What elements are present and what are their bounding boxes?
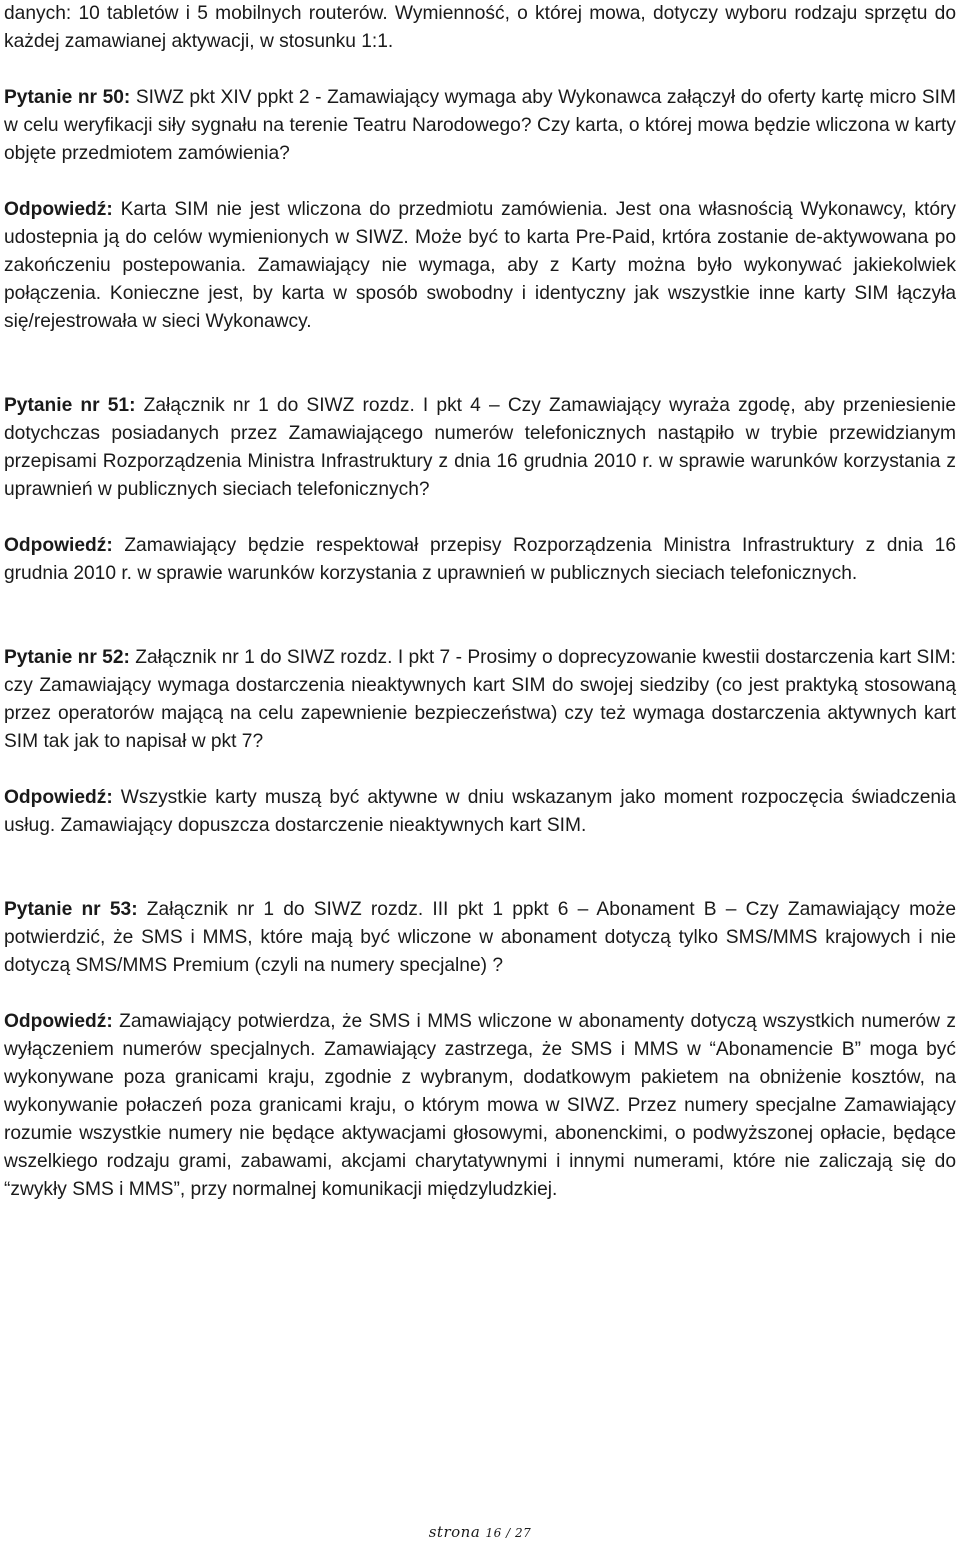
- intro-paragraph: danych: 10 tabletów i 5 mobilnych routerów. Wymienność, o której mowa, dotyczy wyboru rodzaju sprzętu do każdej zamawianej aktywacji, w stosunku 1:1.: [4, 3, 956, 52]
- answer-label: Odpowiedź:: [4, 535, 113, 556]
- question-text: Załącznik nr 1 do SIWZ rozdz. I pkt 7 - Prosimy o doprecyzowanie kwestii dostarczenia kart SIM: czy Zamawiający wymaga dostarczenia nieaktywnych kart SIM do swojej siedziby (co jest praktyką stosowaną przez operatorów mającą na celu zapewnienie bezpieczeństwa) czy też wymaga dostarczenia aktywnych kart SIM tak jak to napisał w pkt 7?: [4, 647, 956, 752]
- answer-50: [4, 196, 956, 336]
- document-page: [4, 0, 956, 1204]
- page-number: 16 / 27: [485, 1526, 532, 1540]
- question-text: Załącznik nr 1 do SIWZ rozdz. III pkt 1 ppkt 6 – Abonament B – Czy Zamawiający może potwierdzić, że SMS i MMS, które mają być wliczone w abonament dotyczą tylko SMS/MMS krajowych i nie dotyczą SMS/MMS Premium (czyli na numery specjalne) ?: [4, 899, 956, 976]
- question-53: [4, 896, 956, 980]
- question-text: SIWZ pkt XIV ppkt 2 - Zamawiający wymaga aby Wykonawca załączył do oferty kartę micro SIM w celu weryfikacji siły sygnału na terenie Teatru Narodowego? Czy karta, o której mowa będzie wliczona w karty objęte przedmiotem zamówienia?: [4, 87, 957, 164]
- question-50: [4, 84, 956, 168]
- answer-53: [4, 1008, 956, 1204]
- page-footer: [0, 1523, 960, 1542]
- question-text: Załącznik nr 1 do SIWZ rozdz. I pkt 4 – Czy Zamawiający wyraża zgodę, aby przeniesienie dotychczas posiadanych przez Zamawiającego numerów telefonicznych nastąpiło w trybie przewidzianym przepisami Rozporządzenia Ministra Infrastruktury z dnia 16 grudnia 2010 r. w sprawie warunków korzystania z uprawnień w publicznych sieciach telefonicznych?: [4, 395, 956, 500]
- answer-text: Wszystkie karty muszą być aktywne w dniu wskazanym jako moment rozpoczęcia świadczenia usług. Zamawiający dopuszcza dostarczenie nieaktywnych kart SIM.: [4, 787, 956, 836]
- question-label: Pytanie nr 51:: [4, 395, 136, 416]
- question-label: Pytanie nr 50:: [4, 87, 131, 108]
- answer-label: Odpowiedź:: [4, 787, 113, 808]
- question-label: Pytanie nr 52:: [4, 647, 130, 668]
- answer-52: [4, 784, 956, 840]
- question-52: [4, 644, 956, 756]
- answer-label: Odpowiedź:: [4, 1011, 113, 1032]
- answer-51: [4, 532, 956, 588]
- question-label: Pytanie nr 53:: [4, 899, 138, 920]
- footer-label: strona: [428, 1523, 481, 1541]
- answer-label: Odpowiedź:: [4, 199, 113, 220]
- question-51: [4, 392, 956, 504]
- answer-text: Karta SIM nie jest wliczona do przedmiotu zamówienia. Jest ona własnością Wykonawcy, który udostepnia ją do celów wymienionych w SIWZ. Może być to karta Pre-Paid, krtóra zostanie de-aktywowana po zakończeniu postepowania. Zamawiający nie wymaga, aby z Karty można było wykonywać jakiekolwiek połączenia. Konieczne jest, by karta w sposób swobodny i identyczny jak wszystkie inne karty SIM łączyła się/rejestrowała w sieci Wykonawcy.: [4, 199, 956, 332]
- answer-text: Zamawiający potwierdza, że SMS i MMS wliczone w abonamenty dotyczą wszystkich numerów z wyłączeniem numerów specjalnych. Zamawiający zastrzega, że SMS i MMS w “Abonamencie B” moga być wykonywane poza granicami kraju, zgodnie z wybranym, dodatkowym pakietem na obniżenie kosztów, na wykonywanie połaczeń poza granicami kraju, o którym mowa w SIWZ. Przez numery specjalne Zamawiający rozumie wszystkie numery nie będące aktywacjami głosowymi, abonenckimi, o podwyższonej opłacie, będące wszelkiego rodzaju grami, zabawami, akcjami charytatywnymi i innymi numerami, które nie zaliczają się do “zwykły SMS i MMS”, przy normalnej komunikacji międzyludzkiej.: [4, 1011, 956, 1200]
- answer-text: Zamawiający będzie respektował przepisy Rozporządzenia Ministra Infrastruktury z dnia 16 grudnia 2010 r. w sprawie warunków korzystania z uprawnień w publicznych sieciach telefonicznych.: [4, 535, 956, 584]
